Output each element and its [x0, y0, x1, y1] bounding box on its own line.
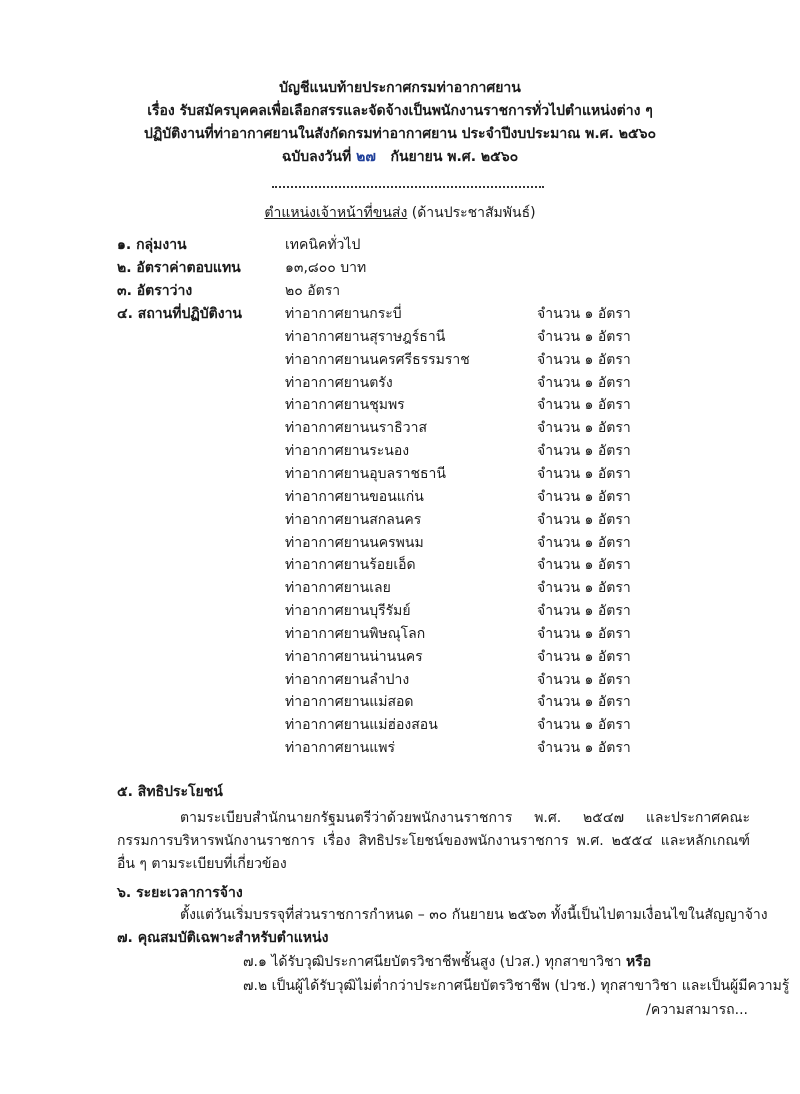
item-label: ๒. อัตราค่าตอบแทน — [117, 260, 241, 276]
location-count: จำนวน ๑ อัตรา — [537, 511, 631, 528]
location-row — [0, 510, 800, 530]
location-row — [0, 578, 800, 598]
section5-text: ตามระเบียบสำนักนายกรัฐมนตรีว่าด้วยพนักงานราชการ พ.ศ. ๒๕๔๗ และประกาศคณะกรรมการบริหารพนักงานราชการ เรื่อง สิทธิประโยชน์ของพนักงานราชการ พ.ศ. ๒๕๕๔ และหลักเกณฑ์อื่น ๆ ตามระเบียบที่เกี่ยวข้อง — [117, 810, 750, 872]
location-name: ท่าอากาศยานระนอง — [285, 443, 410, 460]
location-count: จำนวน ๑ อัตรา — [537, 420, 631, 437]
location-row — [0, 624, 800, 644]
date-suffix: กันยายน พ.ศ. ๒๕๖๐ — [390, 149, 519, 165]
location-name: ท่าอากาศยานแม่สอด — [285, 694, 414, 711]
item-value: เทคนิคทั่วไป — [285, 237, 361, 253]
location-count: จำนวน ๑ อัตรา — [537, 625, 631, 642]
location-name: ท่าอากาศยานเลย — [285, 580, 391, 597]
location-name: ท่าอากาศยานนราธิวาส — [285, 420, 427, 437]
location-row — [0, 327, 800, 347]
location-name: ท่าอากาศยานอุบลราชธานี — [285, 465, 446, 482]
location-count: จำนวน ๑ อัตรา — [537, 717, 631, 734]
item-value: ๒๐ อัตรา — [285, 283, 341, 299]
location-count: จำนวน ๑ อัตรา — [537, 534, 631, 551]
section6-heading: ๖. ระยะเวลาการจ้าง — [117, 885, 243, 901]
location-row — [0, 647, 800, 667]
location-count: จำนวน ๑ อัตรา — [537, 488, 631, 505]
location-row — [0, 533, 800, 553]
location-name: ท่าอากาศยานร้อยเอ็ด — [285, 557, 416, 574]
location-name: ท่าอากาศยานสุราษฎร์ธานี — [285, 328, 446, 345]
location-count: จำนวน ๑ อัตรา — [537, 557, 631, 574]
location-count: จำนวน ๑ อัตรา — [537, 603, 631, 620]
location-name: ท่าอากาศยานแพร่ — [285, 740, 395, 757]
section7-item1 — [243, 952, 651, 972]
location-row — [0, 715, 800, 735]
location-row — [0, 304, 800, 324]
location-name: ท่าอากาศยานกระบี่ — [285, 306, 402, 322]
location-name: ท่าอากาศยานนครพนม — [285, 534, 424, 551]
location-count: จำนวน ๑ อัตรา — [537, 306, 631, 322]
position-subtitle: (ด้านประชาสัมพันธ์) — [411, 205, 536, 221]
location-count: จำนวน ๑ อัตรา — [537, 443, 631, 460]
section7-item1-or: หรือ — [625, 954, 652, 970]
section7-item1-text: ๗.๑ ได้รับวุฒิประกาศนียบัตรวิชาชีพชั้นสูง (ปวส.) ทุกสาขาวิชา — [243, 954, 622, 970]
location-row — [0, 395, 800, 415]
location-row — [0, 373, 800, 393]
position-title: ตำแหน่งเจ้าหน้าที่ขนส่ง — [264, 205, 408, 221]
location-count: จำนวน ๑ อัตรา — [537, 740, 631, 757]
location-row — [0, 441, 800, 461]
location-name: ท่าอากาศยานแม่ฮ่องสอน — [285, 717, 438, 734]
location-row — [0, 601, 800, 621]
location-row — [0, 692, 800, 712]
location-row — [0, 418, 800, 438]
location-count: จำนวน ๑ อัตรา — [537, 465, 631, 482]
header-line-1: บัญชีแนบท้ายประกาศกรมท่าอากาศยาน — [279, 80, 521, 96]
location-count: จำนวน ๑ อัตรา — [537, 648, 631, 665]
header-date — [0, 147, 800, 167]
location-row — [0, 738, 800, 758]
header-line-2: เรื่อง รับสมัครบุคคลเพื่อเลือกสรรและจัดจ้างเป็นพนักงานราชการทั่วไปตำแหน่งต่าง ๆ — [147, 103, 653, 119]
date-prefix: ฉบับลงวันที่ — [281, 149, 352, 165]
location-row — [0, 670, 800, 690]
section5-heading: ๕. สิทธิประโยชน์ — [117, 784, 223, 800]
item-value: ๑๓,๘๐๐ บาท — [285, 260, 367, 276]
location-name: ท่าอากาศยานชุมพร — [285, 397, 405, 414]
section7-item2: ๗.๒ เป็นผู้ได้รับวุฒิไม่ต่ำกว่าประกาศนียบัตรวิชาชีพ (ปวช.) ทุกสาขาวิชา และเป็นผู้มีความรู้ — [243, 978, 790, 994]
location-count: จำนวน ๑ อัตรา — [537, 671, 631, 688]
continuation-note: /ความสามารถ... — [646, 1002, 748, 1018]
location-name: ท่าอากาศยานน่านนคร — [285, 648, 423, 665]
location-name: ท่าอากาศยานนครศรีธรรมราช — [285, 351, 470, 368]
location-row — [0, 555, 800, 575]
section6-text: ตั้งแต่วันเริ่มบรรจุที่ส่วนราชการกำหนด – ๓๐ กันยายน ๒๕๖๓ ทั้งนี้เป็นไปตามเงื่อนไขในสัญญาจ้าง — [180, 907, 768, 923]
item-label: ๓. อัตราว่าง — [117, 283, 193, 299]
section7-heading: ๗. คุณสมบัติเฉพาะสำหรับตำแหน่ง — [117, 930, 329, 946]
location-row — [0, 487, 800, 507]
header-line-3: ปฏิบัติงานที่ท่าอากาศยานในสังกัดกรมท่าอากาศยาน ประจำปีงบประมาณ พ.ศ. ๒๕๖๐ — [143, 126, 656, 142]
location-row — [0, 464, 800, 484]
location-count: จำนวน ๑ อัตรา — [537, 694, 631, 711]
location-name: ท่าอากาศยานตรัง — [285, 374, 393, 391]
dotted-divider — [272, 186, 544, 188]
location-row — [0, 350, 800, 370]
location-name: ท่าอากาศยานบุรีรัมย์ — [285, 603, 411, 620]
location-name: ท่าอากาศยานสกลนคร — [285, 511, 422, 528]
location-name: ท่าอากาศยานขอนแก่น — [285, 488, 424, 505]
location-name: ท่าอากาศยานพิษณุโลก — [285, 625, 426, 642]
location-name: ท่าอากาศยานลำปาง — [285, 671, 410, 688]
position-heading — [0, 203, 800, 223]
location-count: จำนวน ๑ อัตรา — [537, 580, 631, 597]
item-label: ๑. กลุ่มงาน — [117, 237, 187, 253]
location-count: จำนวน ๑ อัตรา — [537, 374, 631, 391]
date-day-handwritten: ๒๗ — [356, 149, 376, 165]
item-label: ๔. สถานที่ปฏิบัติงาน — [117, 306, 243, 322]
location-count: จำนวน ๑ อัตรา — [537, 351, 631, 368]
location-count: จำนวน ๑ อัตรา — [537, 397, 631, 414]
location-count: จำนวน ๑ อัตรา — [537, 328, 631, 345]
